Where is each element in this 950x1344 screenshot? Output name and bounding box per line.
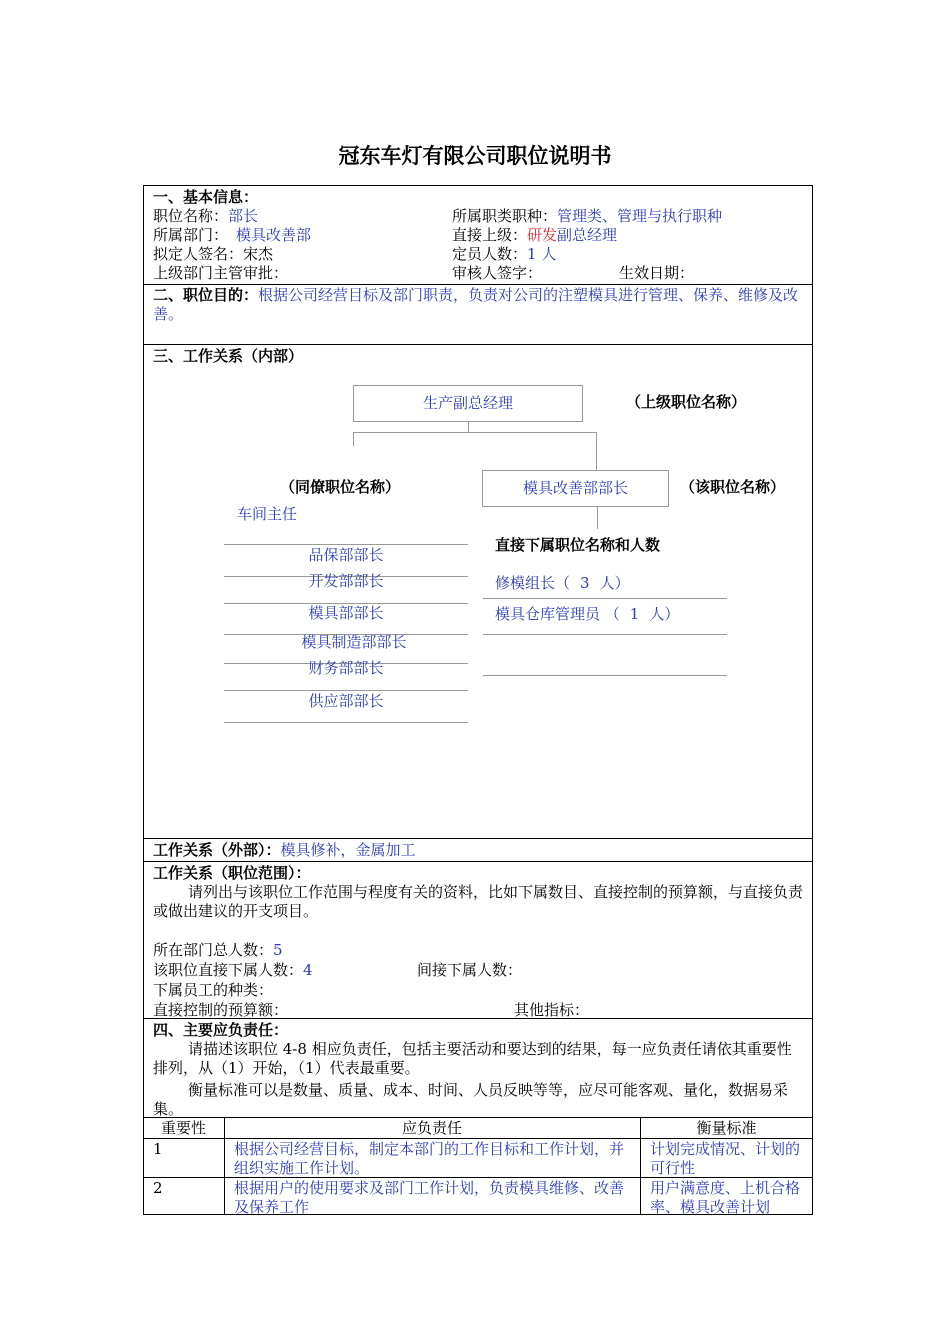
- subordinate-count: 3: [580, 574, 590, 592]
- other-label: 其他指标：: [514, 1001, 590, 1019]
- duty-rank: 2: [153, 1179, 163, 1197]
- duty-measure: 计划完成情况、计划的可行性: [650, 1140, 801, 1177]
- subordinate-count: 1: [629, 605, 640, 623]
- scope-instruction: 请列出与该职位工作范围与程度有关的资料，比如下属数目、直接控制的预算额，与直接负责或做出建议的开支项目。: [153, 883, 804, 920]
- self-tag: （该职位名称）: [680, 478, 786, 496]
- peer-item: 品保部部长: [308, 546, 384, 564]
- peer-line: [224, 544, 468, 545]
- subordinate-name: 修模组长（: [495, 574, 571, 592]
- scope-label: 工作关系（职位范围）：: [153, 864, 311, 882]
- connector: [597, 507, 598, 529]
- drafter-label: 拟定人签名：宋杰: [153, 245, 274, 263]
- position-name-row: [153, 207, 258, 226]
- effective-label: 生效日期：: [619, 264, 695, 282]
- external-row: [153, 841, 416, 860]
- dept-total-label: 所在部门总人数：: [153, 941, 274, 959]
- self-box: 模具改善部部长: [482, 470, 669, 507]
- purpose-label: 二、职位目的：: [153, 286, 259, 304]
- peer-item: 供应部部长: [308, 692, 384, 710]
- subordinate-unit: 人）: [649, 605, 680, 623]
- dept-total-value: 5: [273, 941, 283, 959]
- subordinate-line: [483, 598, 727, 599]
- peer-item: 模具制造部部长: [301, 633, 407, 651]
- subordinate-line: [483, 675, 727, 676]
- quota-row: [452, 245, 556, 264]
- col-measure: 衡量标准: [696, 1119, 757, 1137]
- subordinate-unit: 人）: [599, 574, 630, 592]
- peer-line: [224, 690, 468, 691]
- category-row: [452, 207, 722, 226]
- subordinate-line: [483, 634, 727, 635]
- dept-row: [153, 226, 311, 245]
- position-label: 职位名称：: [153, 207, 229, 225]
- budget-label: 直接控制的预算额：: [153, 1001, 289, 1019]
- basic-heading: 一、基本信息：: [153, 188, 259, 206]
- divider: [143, 861, 813, 862]
- col-duty: 应负责任: [401, 1119, 462, 1137]
- superior-value-red: 研发: [527, 226, 558, 244]
- duty-rank: 1: [153, 1140, 163, 1158]
- external-label: 工作关系（外部）：: [153, 841, 281, 859]
- divider: [143, 838, 813, 839]
- approver-label: 上级部门主管审批：: [153, 264, 289, 282]
- superior-value: 副总经理: [557, 226, 618, 244]
- category-label: 所属职类职种：: [452, 207, 558, 225]
- table-line: [143, 1138, 813, 1139]
- subordinate-item: [495, 605, 679, 624]
- connector: [353, 432, 354, 446]
- subordinate-item: [495, 574, 630, 593]
- col-importance: 重要性: [160, 1119, 206, 1137]
- indirect-label: 间接下属人数：: [417, 961, 523, 979]
- peer-tag: （同僚职位名称）: [280, 478, 401, 496]
- external-value: 模具修补，金属加工: [280, 841, 416, 859]
- duty-measure: 用户满意度、上机合格率、模具改善计划: [650, 1179, 801, 1216]
- category-value: 管理类、管理与执行职种: [557, 207, 723, 225]
- staff-type-label: 下属员工的种类：: [153, 981, 274, 999]
- peer-line: [224, 722, 468, 723]
- quota-value: 1 人: [527, 245, 557, 263]
- duties-para1: 请描述该职位 4-8 相应负责任，包括主要活动和要达到的结果，每一应负责任请依其重要性排列，从（1）开始，（1）代表最重要。: [153, 1040, 792, 1077]
- direct-row: [153, 961, 313, 980]
- reviewer-label: 审核人签字：: [452, 264, 543, 282]
- duties-heading: 四、主要应负责任：: [153, 1021, 289, 1039]
- dept-value: 模具改善部: [236, 226, 312, 244]
- superior-label: 直接上级：: [452, 226, 528, 244]
- peer-item: 车间主任: [237, 505, 298, 523]
- page-title: 冠东车灯有限公司职位说明书: [338, 144, 612, 168]
- connector: [596, 432, 597, 470]
- superior-row: [452, 226, 617, 245]
- divider: [143, 284, 813, 285]
- peer-item: 开发部部长: [308, 572, 384, 590]
- duty-text: 根据用户的使用要求及部门工作计划，负责模具维修、改善及保养工作: [234, 1179, 625, 1216]
- peer-item: 模具部部长: [308, 604, 384, 622]
- purpose-text: 根据公司经营目标及部门职责，负责对公司的注塑模具进行管理、保养、维修及改善。: [153, 286, 799, 323]
- dept-total-row: [153, 941, 283, 960]
- duty-text: 根据公司经营目标，制定本部门的工作目标和工作计划，并组织实施工作计划。: [234, 1140, 625, 1177]
- subordinate-name: 模具仓库管理员 （: [495, 605, 620, 623]
- quota-label: 定员人数：: [452, 245, 528, 263]
- internal-heading: 三、工作关系（内部）: [153, 347, 304, 365]
- connector: [468, 422, 469, 432]
- subordinate-heading: 直接下属职位名称和人数: [495, 536, 661, 554]
- direct-label: 该职位直接下属人数：: [153, 961, 304, 979]
- dept-label: 所属部门：: [153, 226, 229, 244]
- peer-item: 财务部部长: [308, 659, 384, 677]
- direct-value: 4: [303, 961, 313, 979]
- divider: [143, 344, 813, 345]
- purpose-paragraph: [153, 286, 805, 324]
- duties-para2: 衡量标准可以是数量、质量、成本、时间、人员反映等等，应尽可能客观、量化，数据易采集。: [153, 1081, 789, 1118]
- superior-box: 生产副总经理: [353, 385, 583, 422]
- table-line: [143, 1117, 813, 1118]
- superior-tag: （上级职位名称）: [626, 393, 747, 411]
- connector: [353, 432, 597, 433]
- position-value: 部长: [228, 207, 259, 225]
